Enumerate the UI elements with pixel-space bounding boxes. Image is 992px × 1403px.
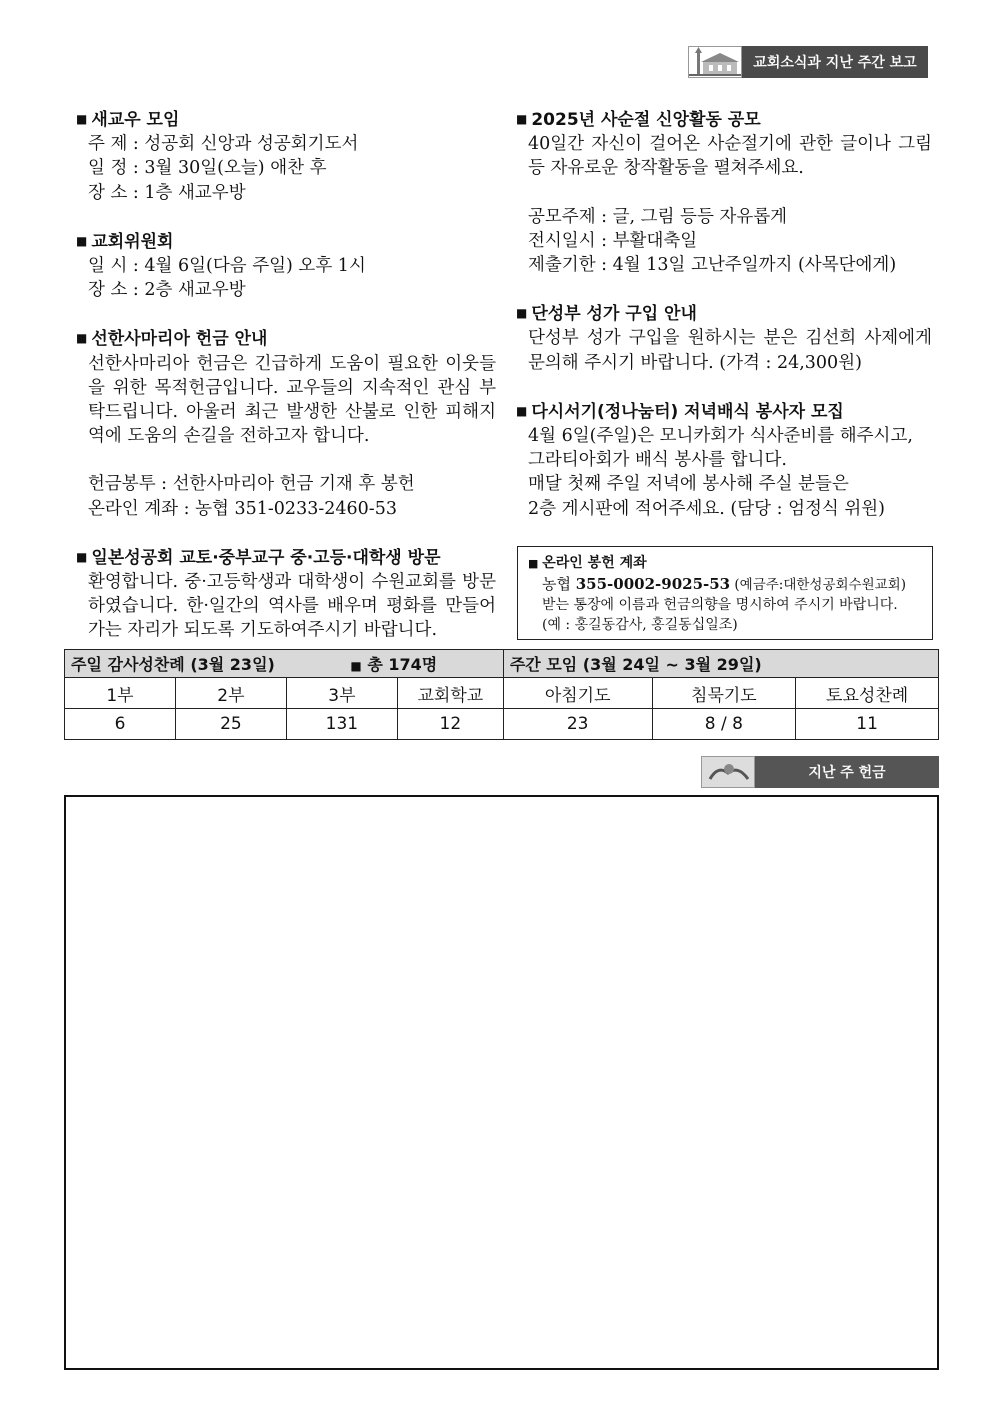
- bullet-icon: ■: [76, 112, 88, 126]
- notice-paragraph: 환영합니다. 중·고등학생과 대학생이 수원교회를 방문하였습니다. 한·일간의 역사를 배우며 평화를 만들어가는 자리가 되도록 기도하여주시기 바랍니다.: [88, 572, 496, 641]
- sunday-service-title: 주일 감사성찬례 (3월 23일): [71, 655, 275, 674]
- table-header-cell: 교회학교: [397, 678, 503, 709]
- table-row: [65, 709, 939, 740]
- table-header-cell: 아침기도: [503, 678, 652, 709]
- weekly-meetings-title: 주간 모임 (3월 24일 ~ 3월 29일): [503, 650, 938, 678]
- notice-volunteers: [516, 399, 932, 521]
- notice-line: 4월 6일(주일)은 모니카회가 식사준비를 해주시고,: [528, 426, 913, 447]
- notice-paragraph: 단성부 성가 구입을 원하시는 분은 김선희 사제에게 문의해 주시기 바랍니다. (가격 : 24,300원): [528, 328, 932, 373]
- table-cell: 131: [286, 709, 397, 740]
- right-column: [516, 107, 932, 545]
- notice-japan-visit: [76, 545, 496, 643]
- account-holder: (예금주:대한성공회수원교회): [730, 577, 906, 593]
- online-offering-title: 온라인 봉헌 계좌: [542, 555, 647, 571]
- offering-section-label: 지난 주 헌금: [755, 756, 939, 788]
- table-cell: 12: [397, 709, 503, 740]
- notice-title: 단성부 성가 구입 안내: [531, 304, 697, 325]
- notice-title: 새교우 모임: [91, 110, 180, 130]
- attendance-header-row: [65, 650, 939, 678]
- table-header-cell: 2부: [175, 678, 286, 709]
- section-header: [688, 46, 928, 78]
- table-cell: 11: [796, 709, 939, 740]
- church-building-icon: [688, 46, 742, 78]
- table-header-cell: 3부: [286, 678, 397, 709]
- section-header-label: 교회소식과 지난 주간 보고: [742, 46, 928, 78]
- table-header-cell: 침묵기도: [652, 678, 796, 709]
- notice-line: 장 소 : 2층 새교우방: [88, 280, 246, 301]
- notice-line: 일 시 : 4월 6일(다음 주일) 오후 1시: [88, 256, 366, 277]
- table-header-cell: 1부: [65, 678, 176, 709]
- bullet-icon: ■: [516, 403, 528, 418]
- notice-line: 주 제 : 성공회 신앙과 성공회기도서: [88, 134, 359, 155]
- account-number: 355-0002-9025-53: [575, 575, 731, 593]
- notice-good-samaritan: [76, 326, 496, 520]
- bullet-icon: ■: [350, 659, 362, 673]
- notice-line: 매달 첫째 주일 저녁에 봉사해 주실 분들은: [528, 474, 849, 495]
- bullet-icon: ■: [528, 557, 543, 570]
- online-offering-example: (예 : 홍길동감사, 홍길동십일조): [542, 617, 738, 633]
- bullet-icon: ■: [76, 331, 88, 346]
- notice-line: 전시일시 : 부활대축일: [528, 230, 698, 251]
- notice-line: 2층 게시판에 적어주세요. (담당 : 엄정식 위원): [528, 498, 886, 519]
- bullet-icon: ■: [516, 112, 528, 126]
- offering-section-header: [701, 756, 939, 788]
- table-cell: 23: [503, 709, 652, 740]
- bank-name: 농협: [542, 575, 576, 593]
- offering-hands-icon: [701, 756, 755, 788]
- notice-church-committee: [76, 229, 496, 303]
- notice-hymnal: [516, 301, 932, 375]
- bullet-icon: ■: [516, 306, 528, 321]
- table-row: [65, 678, 939, 709]
- bullet-icon: ■: [76, 233, 88, 248]
- table-header-cell: 토요성찬례: [796, 678, 939, 709]
- notice-line: 제출기한 : 4월 13일 고난주일까지 (사목단에게): [528, 255, 897, 276]
- bullet-icon: ■: [76, 549, 88, 564]
- notice-line: 일 정 : 3월 30일(오늘) 애찬 후: [88, 158, 327, 179]
- table-cell: 6: [65, 709, 176, 740]
- notice-title: 선한사마리아 헌금 안내: [91, 329, 268, 350]
- offering-list-box: [64, 795, 939, 1370]
- notice-title: 다시서기(정나눔터) 저녁배식 봉사자 모집: [531, 401, 844, 422]
- notice-line: 그라티아회가 배식 봉사를 합니다.: [528, 450, 787, 471]
- notice-line: 공모주제 : 글, 그림 등등 자유롭게: [528, 206, 788, 227]
- notice-paragraph: 선한사마리아 헌금은 긴급하게 도움이 필요한 이웃들을 위한 목적헌금입니다. 교우들의 지속적인 관심 부탁드립니다. 아울러 최근 발생한 산불로 인한 피해지역에 도움의 손길을 전하고자 합니다.: [88, 353, 496, 447]
- notice-title: 교회위원회: [91, 231, 174, 252]
- notice-title: 2025년 사순절 신앙활동 공모: [531, 110, 761, 130]
- attendance-table: [64, 649, 939, 740]
- online-offering-box: [517, 546, 933, 640]
- table-cell: 25: [175, 709, 286, 740]
- attendance-total: 총 174명: [367, 655, 438, 674]
- table-cell: 8 / 8: [652, 709, 796, 740]
- notice-line: 장 소 : 1층 새교우방: [88, 182, 246, 203]
- notice-line: 온라인 계좌 : 농협 351-0233-2460-53: [88, 498, 397, 519]
- notice-title: 일본성공회 교토·중부교구 중·고등·대학생 방문: [91, 547, 441, 568]
- left-column: [76, 107, 496, 667]
- notice-paragraph: 40일간 자신이 걸어온 사순절기에 관한 글이나 그림 등 자유로운 창작활동을 펼쳐주세요.: [528, 134, 932, 179]
- notice-line: 헌금봉투 : 선한사마리아 헌금 기재 후 봉헌: [88, 474, 415, 495]
- online-offering-note: 받는 통장에 이름과 헌금의향을 명시하여 주시기 바랍니다.: [542, 597, 898, 613]
- notice-new-members: [76, 107, 496, 205]
- notice-lent-contest: [516, 107, 932, 277]
